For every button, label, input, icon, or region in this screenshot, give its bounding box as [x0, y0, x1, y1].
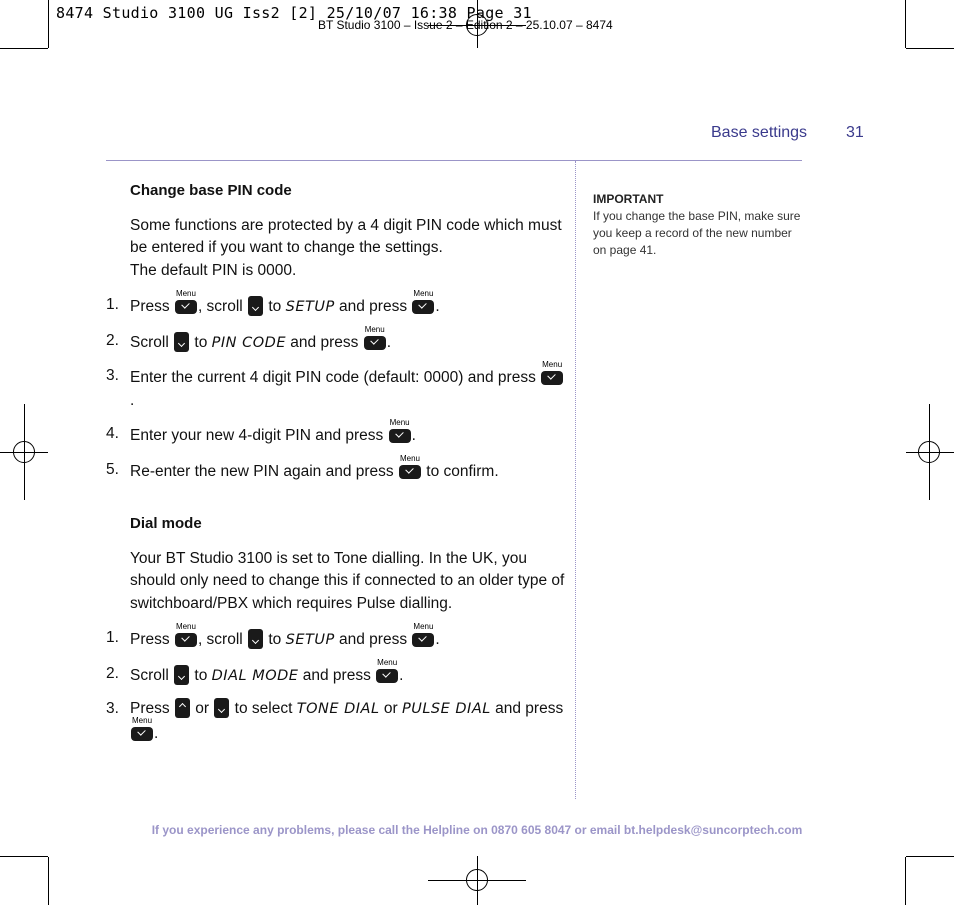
- column-divider: [575, 161, 576, 799]
- menu-ok-key-icon: [175, 300, 197, 314]
- crop-mark: [0, 856, 48, 857]
- scroll-down-key-icon: [248, 629, 263, 649]
- pin-intro: Some functions are protected by a 4 digit PIN code which must be entered if you want to change the settings. The default PIN is 0000.: [130, 216, 562, 279]
- menu-ok-key-icon: [399, 465, 421, 479]
- pin-step-1: 1. Press Menu , scroll to SETUP and press Menu .: [106, 294, 566, 319]
- registration-circle: [13, 441, 35, 463]
- menu-ok-key-icon: [376, 669, 398, 683]
- dial-intro: Your BT Studio 3100 is set to Tone dialling. In the UK, you should only need to change this if connected to an older type of switchboard/PBX which requires Pulse dialling.: [130, 549, 565, 612]
- crop-mark: [48, 857, 49, 905]
- footer-helpline: If you experience any problems, please call the Helpline on 0870 605 8047 or email bt.helpdesk@suncorptech.com: [151, 823, 803, 837]
- scroll-down-key-icon: [214, 698, 229, 718]
- crop-mark: [906, 856, 954, 857]
- sidebar-heading: IMPORTANT: [593, 192, 664, 206]
- dial-step-2: 2. Scroll to DIAL MODE and press Menu .: [106, 663, 566, 688]
- pin-step-5: 5. Re-enter the new PIN again and press Menu to confirm.: [106, 459, 566, 484]
- lcd-text: TONE DIAL: [296, 701, 380, 717]
- crop-mark: [906, 48, 954, 49]
- crop-mark: [0, 48, 48, 49]
- menu-ok-key-icon: [389, 429, 411, 443]
- pin-step-3: 3. Enter the current 4 digit PIN code (default: 0000) and press Menu.: [106, 365, 566, 412]
- crop-mark: [905, 857, 906, 905]
- dial-step-3: 3. Press or to select TONE DIAL or PULSE DIAL and press Menu.: [106, 698, 566, 745]
- scroll-down-key-icon: [174, 332, 189, 352]
- lcd-text: PULSE DIAL: [401, 701, 491, 717]
- dial-step-1: 1. Press Menu , scroll to SETUP and press Menu .: [106, 627, 566, 652]
- scroll-down-key-icon: [248, 296, 263, 316]
- sidebar-note: [593, 191, 808, 259]
- registration-circle: [466, 869, 488, 891]
- lcd-text: SETUP: [285, 299, 335, 315]
- menu-ok-key-icon: [175, 633, 197, 647]
- menu-ok-key-icon: [412, 300, 434, 314]
- registration-circle: [918, 441, 940, 463]
- scroll-down-key-icon: [174, 665, 189, 685]
- menu-ok-key-icon: [364, 336, 386, 350]
- pin-step-4: 4. Enter your new 4-digit PIN and press Menu .: [106, 423, 566, 448]
- print-slug-sub: BT Studio 3100 – Issue 2 – Edition 2 – 25.10.07 – 8474: [318, 18, 613, 32]
- crop-mark: [905, 0, 906, 48]
- sidebar-text: If you change the base PIN, make sure you keep a record of the new number on page 41.: [593, 209, 801, 257]
- menu-ok-key-icon: [131, 727, 153, 741]
- scroll-up-key-icon: [175, 698, 190, 718]
- main-column: [106, 180, 566, 756]
- print-slug: 8474 Studio 3100 UG Iss2 [2] 25/10/07 16:38 Page 31: [56, 4, 532, 22]
- menu-ok-key-icon: [541, 371, 563, 385]
- page-number: 31: [846, 124, 864, 141]
- pin-step-2: 2. Scroll to PIN CODE and press Menu .: [106, 330, 566, 355]
- section-heading-pin: Change base PIN code: [130, 182, 292, 199]
- crop-mark: [48, 0, 49, 48]
- page-section-title: Base settings: [711, 124, 808, 141]
- menu-ok-key-icon: [412, 633, 434, 647]
- lcd-text: SETUP: [285, 632, 335, 648]
- section-heading-dial: Dial mode: [130, 515, 202, 532]
- lcd-text: DIAL MODE: [211, 667, 299, 684]
- lcd-text: PIN CODE: [211, 334, 286, 351]
- header-rule: [106, 160, 802, 161]
